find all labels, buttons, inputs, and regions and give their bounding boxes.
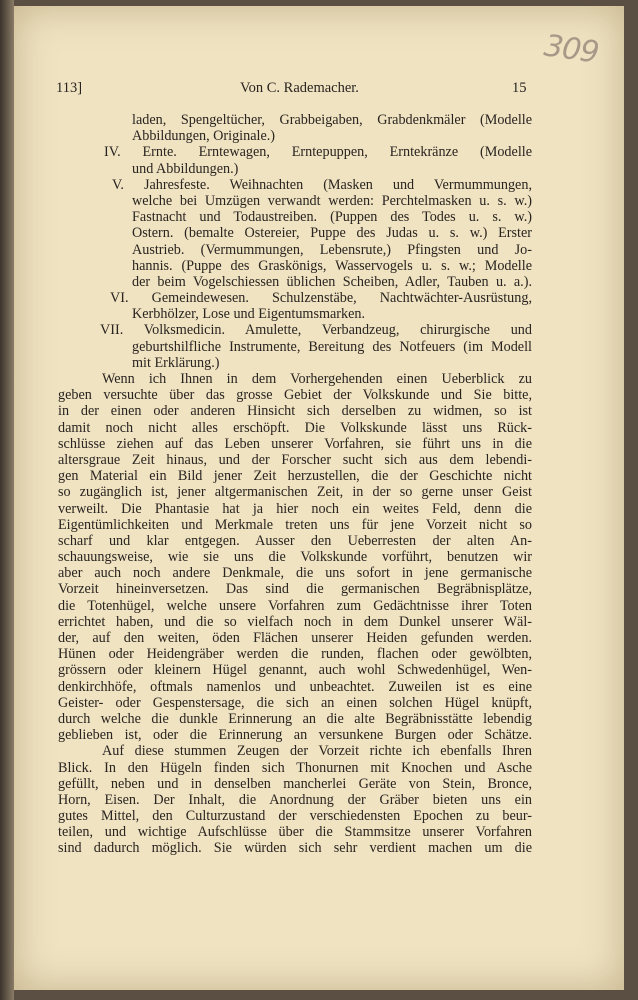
text-line: Horn, Eisen. Der Inhalt, die Anordnung der Gräber bieten uns ein (58, 791, 532, 808)
text-line: Fastnacht und Todaustreiben. (Puppen des Todes u. s. w.) (132, 209, 532, 226)
text-line: teilen, und wichtige Aufschlüsse über die Stammsitze unserer Vorfahren (58, 824, 532, 841)
text-line: V. Jahresfeste. Weihnachten (Masken und Vermummungen, (112, 176, 532, 193)
text-line: und Abbildungen.) (132, 160, 239, 177)
text-line: schlüsse ziehen auf das Leben unserer Vorfahren, sie führt uns in die (58, 435, 532, 452)
text-line: Blick. In den Hügeln finden sich Thonurnen mit Knochen und Asche (58, 759, 532, 776)
text-line: gefüllt, neben und in denselben mancherlei Geräte von Stein, Bronce, (58, 775, 532, 792)
text-line: Geister- oder Gespenstersage, die sich an einen solchen Hügel knüpft, (58, 694, 532, 711)
paragraph-first-line: Wenn ich Ihnen in dem Vorhergehenden einen Ueberblick zu (102, 371, 532, 387)
text-line: geben versuchte über das grosse Gebiet der Volkskunde und Sie bitte, (58, 387, 532, 404)
text-line: die Totenhügel, welche unsere Vorfahren zum Gedächtnisse ihrer Toten (58, 597, 532, 614)
text-line: durch welche die dunkle Erinnerung an die alte Begräbnisstätte lebendig (58, 710, 532, 727)
text-line: so zugänglich ist, jener altgermanischen Zeit, in der so gerne unser Geist (58, 484, 532, 501)
text-line: Hünen oder Heidengräber werden die runden, flachen oder gewölbten, (58, 646, 532, 663)
text-line: in der einen oder anderen Hinsicht sich derselben zu widmen, so ist (58, 403, 532, 420)
text-line: IV. Ernte. Erntewagen, Erntepuppen, Erntekränze (Modelle (104, 144, 532, 161)
text-line: Vorzeit hineinversetzen. Das sind die germanischen Begräbnisplätze, (58, 581, 532, 598)
text-line: Eigentümlichkeiten und Merkmale treten uns für jene Vorzeit nicht so (58, 516, 532, 533)
text-line: welche bei Umzügen verwandt werden: Perchtelmasken u. s. w.) (132, 192, 532, 209)
text-line: Kerbhölzer, Lose und Eigentumsmarken. (132, 306, 366, 323)
text-line: VI. Gemeindewesen. Schulzenstäbe, Nachtwächter-Ausrüstung, (110, 290, 532, 307)
text-line: denkirchhöfe, oftmals namenlos und unbeachtet. Zuweilen ist es eine (58, 678, 532, 695)
header-page-number: 15 (512, 80, 527, 96)
header-author: Von C. Rademacher. (240, 80, 359, 96)
text-line: damit noch nicht alles erschöpft. Die Volkskunde lässt uns Rück- (58, 419, 532, 436)
text-line: aber auch noch andere Denkmale, die uns sofort in jene germanische (58, 565, 532, 582)
document-page (14, 6, 624, 990)
text-line: altersgraue Zeit hinaus, und der Forscher sucht sich aus dem lebendi- (58, 451, 532, 468)
handwritten-page-number: 309 (541, 28, 601, 71)
text-line: Ostern. (bemalte Ostereier, Puppe des Judas u. s. w.) Erster (132, 225, 532, 242)
body-text (58, 112, 532, 857)
text-line: gutes Mittel, den Culturzustand der verschiedensten Epochen zu beur- (58, 808, 532, 825)
text-line: errichtet haben, und die so vielfach noch in dem Dunkel unserer Wäl- (58, 613, 532, 630)
paragraph-first-line: Auf diese stummen Zeugen der Vorzeit richte ich ebenfalls Ihren (102, 743, 532, 760)
text-line: geblieben ist, oder die Erinnerung an versunkene Burgen oder Schätze. (58, 727, 532, 744)
text-line: laden, Spengeltücher, Grabbeigaben, Grabdenkmäler (Modelle (132, 112, 532, 128)
text-line: sind dadurch möglich. Sie würden sich sehr verdient machen um die (58, 840, 532, 857)
page-binding-edge (0, 0, 14, 1000)
text-line: hannis. (Puppe des Graskönigs, Wasservogels u. s. w.; Modelle (132, 257, 532, 274)
text-line: der beim Vogelschiessen üblichen Scheiben, Adler, Tauben u. a.). (132, 273, 532, 290)
text-line: geburtshilfliche Instrumente, Bereitung des Notfeuers (im Modell (132, 338, 532, 355)
text-line: VII. Volksmedicin. Amulette, Verbandzeug, chirurgische und (100, 322, 532, 339)
text-line: gen Material ein Bild jener Zeit herzustellen, die der Geschichte nicht (58, 468, 532, 485)
text-line: Austrieb. (Vermummungen, Lebensrute,) Pfingsten und Jo- (132, 241, 532, 258)
text-line: schauungsweise, wie sie uns die Volkskunde vorführt, benutzen wir (58, 549, 532, 566)
header-section-number: 113] (56, 80, 83, 96)
text-line: Abbildungen, Originale.) (132, 128, 276, 145)
text-line: grössern oder kleinern Hügel genannt, auch wohl Schwedenhügel, Wen- (58, 662, 532, 679)
text-line: verweilt. Die Phantasie hat ja hier noch ein weites Feld, denn die (58, 500, 532, 517)
text-line: mit Erklärung.) (132, 354, 220, 371)
text-line: der, auf den weiten, öden Flächen unserer Heiden gefunden werden. (58, 630, 532, 646)
text-line: scharf und klar entgegen. Ausser den Ueberresten der alten An- (58, 532, 532, 549)
